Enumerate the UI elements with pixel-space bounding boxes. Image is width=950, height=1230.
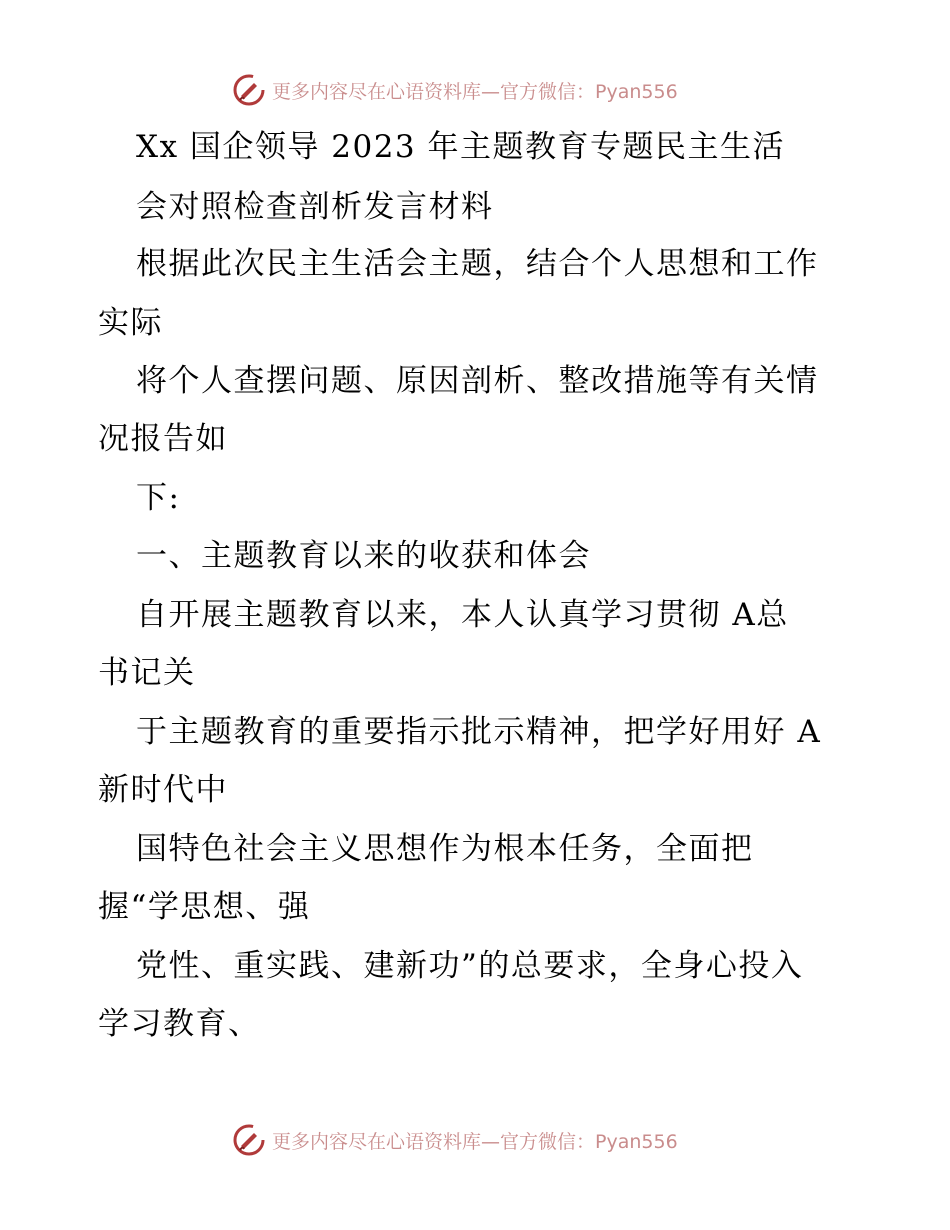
document-title-line-2: 会对照检查剖析发言材料 — [136, 189, 494, 225]
paragraph-line: 书记关 — [98, 655, 196, 691]
section-heading: 一、主题教育以来的收获和体会 — [136, 538, 591, 574]
document-title-line-1: Xx 国企领导 2023 年主题教育专题民主生活 — [136, 129, 786, 165]
paragraph-line: 根据此次民主生活会主题，结合个人思想和工作 — [136, 246, 819, 282]
watermark-text: 更多内容尽在心语资料库—官方微信：Pyan556 — [272, 1130, 678, 1153]
paragraph-line: 新时代中 — [98, 772, 228, 808]
paragraph-line: 于主题教育的重要指示批示精神，把学好用好 A — [136, 714, 822, 750]
paragraph-line: 国特色社会主义思想作为根本任务，全面把 — [136, 831, 754, 867]
paragraph-line: 将个人查摆问题、原因剖析、整改措施等有关情 — [136, 363, 819, 399]
paragraph-line: 握“学思想、强 — [98, 889, 311, 925]
watermark-footer — [232, 1120, 732, 1160]
paragraph-line: 党性、重实践、建新功”的总要求，全身心投入 — [136, 948, 804, 984]
brush-logo-icon — [232, 1123, 266, 1157]
paragraph-line: 自开展主题教育以来，本人认真学习贯彻 A总 — [136, 597, 789, 633]
paragraph-line: 实际 — [98, 305, 163, 341]
paragraph-line: 学习教育、 — [98, 1006, 261, 1042]
paragraph-line: 下: — [136, 480, 181, 516]
paragraph-line: 况报告如 — [98, 421, 228, 457]
watermark-text: 更多内容尽在心语资料库—官方微信：Pyan556 — [272, 80, 678, 103]
